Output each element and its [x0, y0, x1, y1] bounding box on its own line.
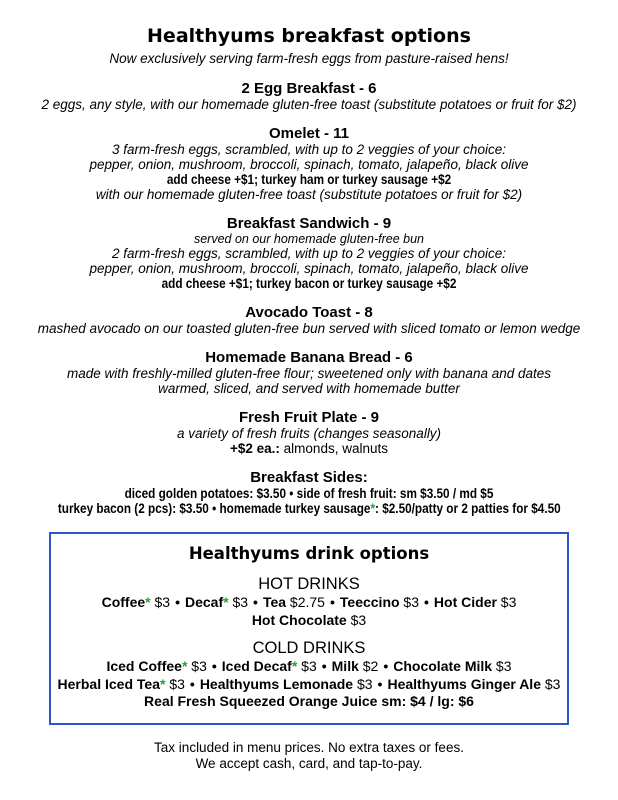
- text-segment: •: [377, 675, 383, 692]
- text-segment: diced golden potatoes: $3.50 • side of fresh fruit: sm $3.50 / md $5: [124, 485, 494, 501]
- note-asterisk: *: [291, 658, 298, 674]
- cold-drinks-heading: COLD DRINKS: [252, 639, 366, 657]
- text-segment: •: [383, 658, 389, 674]
- text-segment: $2.75: [286, 594, 325, 610]
- text-segment: Coffee: [101, 594, 146, 610]
- text-segment: 2 farm-fresh eggs, scrambled, with up to 2 veggies of your choice:: [112, 246, 506, 261]
- text-segment: made with freshly-milled gluten-free flour; sweetened only with banana and dates: [66, 366, 552, 381]
- text-segment: •: [175, 594, 180, 610]
- drinks-title: Healthyums drink options: [188, 544, 430, 563]
- text-segment: $2: [358, 658, 379, 674]
- footer-tax-note: Tax included in menu prices. No extra taxes or fees.: [154, 739, 464, 755]
- text-segment: $3: [150, 594, 171, 610]
- text-segment: Real Fresh Squeezed Orange Juice sm: $4 / lg: $6: [144, 693, 474, 709]
- item-name: Breakfast Sandwich - 9: [226, 215, 392, 232]
- text-segment: $3: [228, 594, 249, 610]
- text-segment: $3: [187, 658, 207, 674]
- note-asterisk: *: [223, 594, 229, 610]
- item-name: Breakfast Sides:: [250, 469, 368, 486]
- text-segment: Tea: [262, 594, 287, 610]
- text-segment: Hot Cider: [433, 594, 497, 610]
- item-name: Avocado Toast - 8: [245, 304, 373, 321]
- sides-line: [58, 486, 560, 501]
- item-description: [10, 157, 608, 172]
- menu-item-omelet: [10, 126, 608, 202]
- text-segment: •: [211, 658, 217, 674]
- menu-item-breakfast-sides: [10, 470, 608, 516]
- note-asterisk: *: [159, 675, 166, 692]
- text-segment: add cheese +$1; turkey ham or turkey sausage +$2: [166, 171, 452, 187]
- hot-drinks-heading: HOT DRINKS: [258, 575, 360, 593]
- text-segment: Healthyums Ginger Ale: [387, 675, 541, 692]
- item-name: Homemade Banana Bread - 6: [205, 349, 413, 366]
- page-title: Healthyums breakfast options: [147, 25, 471, 47]
- text-segment: $3: [399, 594, 420, 610]
- text-segment: Teeccino: [339, 594, 400, 610]
- text-segment: a variety of fresh fruits (changes seasonally): [176, 426, 442, 441]
- hot-drinks-line: [57, 595, 561, 611]
- menu-item-banana-bread: [10, 350, 608, 396]
- footer-payment-note: We accept cash, card, and tap-to-pay.: [195, 756, 423, 771]
- item-name: Fresh Fruit Plate - 9: [238, 409, 380, 426]
- cold-drinks-line: [57, 694, 561, 710]
- cold-drinks-line: [57, 677, 561, 693]
- text-segment: •: [329, 594, 335, 610]
- text-segment: Decaf: [184, 594, 224, 610]
- text-segment: pepper, onion, mushroom, broccoli, spinach, tomato, jalapeño, black olive: [89, 261, 529, 276]
- note-asterisk: *: [145, 594, 151, 610]
- item-description: [10, 366, 608, 381]
- item-addons: [58, 172, 560, 187]
- text-segment: $3: [297, 658, 317, 674]
- text-segment: Iced Decaf: [221, 658, 292, 674]
- item-description: [10, 187, 608, 202]
- hot-drinks-line: [57, 613, 561, 629]
- text-segment: $3: [492, 658, 512, 674]
- text-segment: Herbal Iced Tea: [57, 675, 160, 692]
- item-description: [10, 321, 608, 336]
- text-segment: •: [189, 675, 195, 692]
- menu-item-breakfast-sandwich: [10, 216, 608, 291]
- item-description: [10, 381, 608, 396]
- item-subnote: [10, 232, 608, 246]
- text-segment: Iced Coffee: [106, 658, 182, 674]
- text-segment: Healthyums Lemonade: [199, 675, 354, 692]
- page-subtitle: Now exclusively serving farm-fresh eggs from pasture-raised hens!: [109, 51, 509, 66]
- text-segment: •: [253, 594, 258, 610]
- text-segment: $3: [496, 594, 517, 610]
- item-description: [10, 426, 608, 441]
- text-segment: Chocolate Milk: [393, 658, 493, 674]
- text-segment: Milk: [331, 658, 359, 674]
- text-segment: almonds, walnuts: [279, 441, 388, 456]
- item-name: Omelet - 11: [268, 125, 350, 142]
- text-segment: warmed, sliced, and served with homemade butter: [158, 381, 460, 396]
- menu-item-2-egg-breakfast: [10, 81, 608, 112]
- note-asterisk: *: [181, 658, 188, 674]
- menu-item-fresh-fruit-plate: [10, 410, 608, 456]
- text-segment: add cheese +$1; turkey bacon or turkey sausage +$2: [161, 275, 457, 291]
- item-description: [10, 261, 608, 276]
- text-segment: •: [424, 594, 429, 610]
- text-segment: : $2.50/patty or 2 patties for $4.50: [375, 500, 561, 516]
- menu-item-avocado-toast: [10, 305, 608, 336]
- text-segment: $3: [165, 675, 185, 692]
- item-description: [10, 246, 608, 261]
- sides-line: [58, 501, 560, 516]
- text-segment: $3: [346, 611, 367, 628]
- text-segment: with our homemade gluten-free toast (substitute potatoes or fruit for $2): [95, 187, 523, 202]
- text-segment: 3 farm-fresh eggs, scrambled, with up to 2 veggies of your choice:: [112, 142, 506, 157]
- drinks-box: [49, 532, 569, 725]
- text-segment: +$2 ea.:: [230, 441, 280, 456]
- text-segment: 2 eggs, any style, with our homemade gluten-free toast (substitute potatoes or fruit for $2): [41, 97, 577, 112]
- text-segment: served on our homemade gluten-free bun: [193, 232, 424, 246]
- text-segment: turkey bacon (2 pcs): $3.50 • homemade turkey sausage: [57, 500, 371, 516]
- text-segment: Hot Chocolate: [251, 611, 347, 628]
- text-segment: •: [321, 658, 327, 674]
- cold-drinks-line: [57, 659, 561, 675]
- footer-note: [10, 740, 608, 773]
- item-description: [10, 142, 608, 157]
- item-description: [10, 97, 608, 112]
- item-addons: [58, 276, 560, 291]
- text-segment: $3: [540, 675, 561, 692]
- text-segment: pepper, onion, mushroom, broccoli, spinach, tomato, jalapeño, black olive: [89, 157, 529, 172]
- text-segment: $3: [353, 675, 373, 692]
- item-addons: [10, 441, 608, 456]
- item-name: 2 Egg Breakfast - 6: [241, 80, 377, 97]
- note-asterisk: *: [370, 500, 376, 516]
- text-segment: mashed avocado on our toasted gluten-free bun served with sliced tomato or lemon wedge: [37, 321, 581, 336]
